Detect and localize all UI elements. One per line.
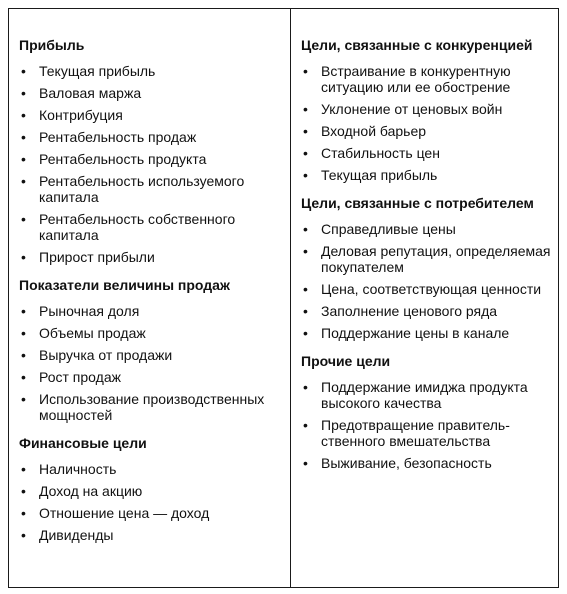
bullet: • — [21, 505, 26, 521]
list-item: • Выручка от продажи — [21, 347, 173, 363]
list-item: • Валовая маржа — [21, 85, 142, 101]
list-item: • Предотвращение правитель-ственного вмешательства — [303, 417, 510, 449]
item-list — [301, 221, 553, 341]
section-heading: Прибыль — [19, 37, 85, 53]
list-item: • Рентабельность продукта — [21, 151, 207, 167]
list-item: • Цена, соответствующая ценности — [303, 281, 542, 297]
list-item: • Заполнение ценового ряда — [303, 303, 498, 319]
list-item: • Входной барьер — [303, 123, 427, 139]
bullet: • — [21, 483, 26, 499]
bullet: • — [303, 325, 308, 341]
bullet: • — [21, 347, 26, 363]
section-financial — [19, 435, 281, 543]
bullet: • — [21, 303, 26, 319]
bullet: • — [303, 63, 308, 79]
list-item: • Контрибуция — [21, 107, 123, 123]
section-heading: Прочие цели — [301, 353, 391, 369]
section-consumer — [301, 195, 553, 341]
bullet: • — [21, 249, 26, 265]
bullet: • — [21, 325, 26, 341]
list-item: • Справедливые цены — [303, 221, 456, 237]
list-item: • Дивиденды — [21, 527, 114, 543]
bullet: • — [21, 129, 26, 145]
list-item: • Рентабельность используемого капитала — [21, 173, 245, 205]
list-item: • Стабильность цен — [303, 145, 440, 161]
item-list — [19, 303, 281, 423]
list-item: • Рыночная доля — [21, 303, 140, 319]
list-item: • Доход на акцию — [21, 483, 143, 499]
list-item: • Наличность — [21, 461, 117, 477]
list-item: • Деловая репутация, определяемая покупателем — [303, 243, 551, 275]
list-item: • Поддержание имиджа продукта высокого качества — [303, 379, 528, 411]
section-heading: Показатели величины продаж — [19, 277, 230, 293]
list-item: • Текущая прибыль — [303, 167, 438, 183]
list-item: • Уклонение от ценовых войн — [303, 101, 503, 117]
bullet: • — [21, 461, 26, 477]
bullet: • — [303, 123, 308, 139]
bullet: • — [303, 145, 308, 161]
list-item: • Рентабельность продаж — [21, 129, 197, 145]
bullet: • — [21, 211, 26, 227]
list-item: • Прирост прибыли — [21, 249, 155, 265]
bullet: • — [303, 303, 308, 319]
goals-table — [8, 8, 559, 588]
list-item: • Объемы продаж — [21, 325, 146, 341]
section-other — [301, 353, 553, 471]
bullet: • — [21, 63, 26, 79]
bullet: • — [21, 369, 26, 385]
item-list — [301, 63, 553, 183]
list-item: • Текущая прибыль — [21, 63, 156, 79]
list-item: • Встраивание в конкурентную ситуацию или ее обострение — [303, 63, 511, 95]
list-item: • Использование производственных мощностей — [21, 391, 265, 423]
bullet: • — [303, 243, 308, 259]
section-heading: Цели, связанные с потребителем — [301, 195, 534, 211]
section-sales-volume — [19, 277, 281, 423]
bullet: • — [303, 379, 308, 395]
bullet: • — [21, 151, 26, 167]
list-item: • Выживание, безопасность — [303, 455, 492, 471]
item-list — [301, 379, 553, 471]
bullet: • — [21, 527, 26, 543]
section-competition — [301, 37, 553, 183]
bullet: • — [303, 281, 308, 297]
list-item: • Рентабельность собственного капитала — [21, 211, 236, 243]
bullet: • — [21, 391, 26, 407]
list-item: • Рост продаж — [21, 369, 121, 385]
right-column — [301, 37, 553, 483]
bullet: • — [21, 107, 26, 123]
bullet: • — [21, 173, 26, 189]
bullet: • — [303, 101, 308, 117]
bullet: • — [303, 221, 308, 237]
section-profit — [19, 37, 281, 265]
section-heading: Финансовые цели — [19, 435, 147, 451]
bullet: • — [303, 167, 308, 183]
item-list — [19, 63, 281, 265]
item-list — [19, 461, 281, 543]
bullet: • — [21, 85, 26, 101]
section-heading: Цели, связанные с конкуренцией — [301, 37, 533, 53]
list-item: • Поддержание цены в канале — [303, 325, 510, 341]
list-item: • Отношение цена — доход — [21, 505, 210, 521]
column-divider — [290, 9, 291, 587]
left-column — [19, 37, 281, 555]
bullet: • — [303, 455, 308, 471]
bullet: • — [303, 417, 308, 433]
